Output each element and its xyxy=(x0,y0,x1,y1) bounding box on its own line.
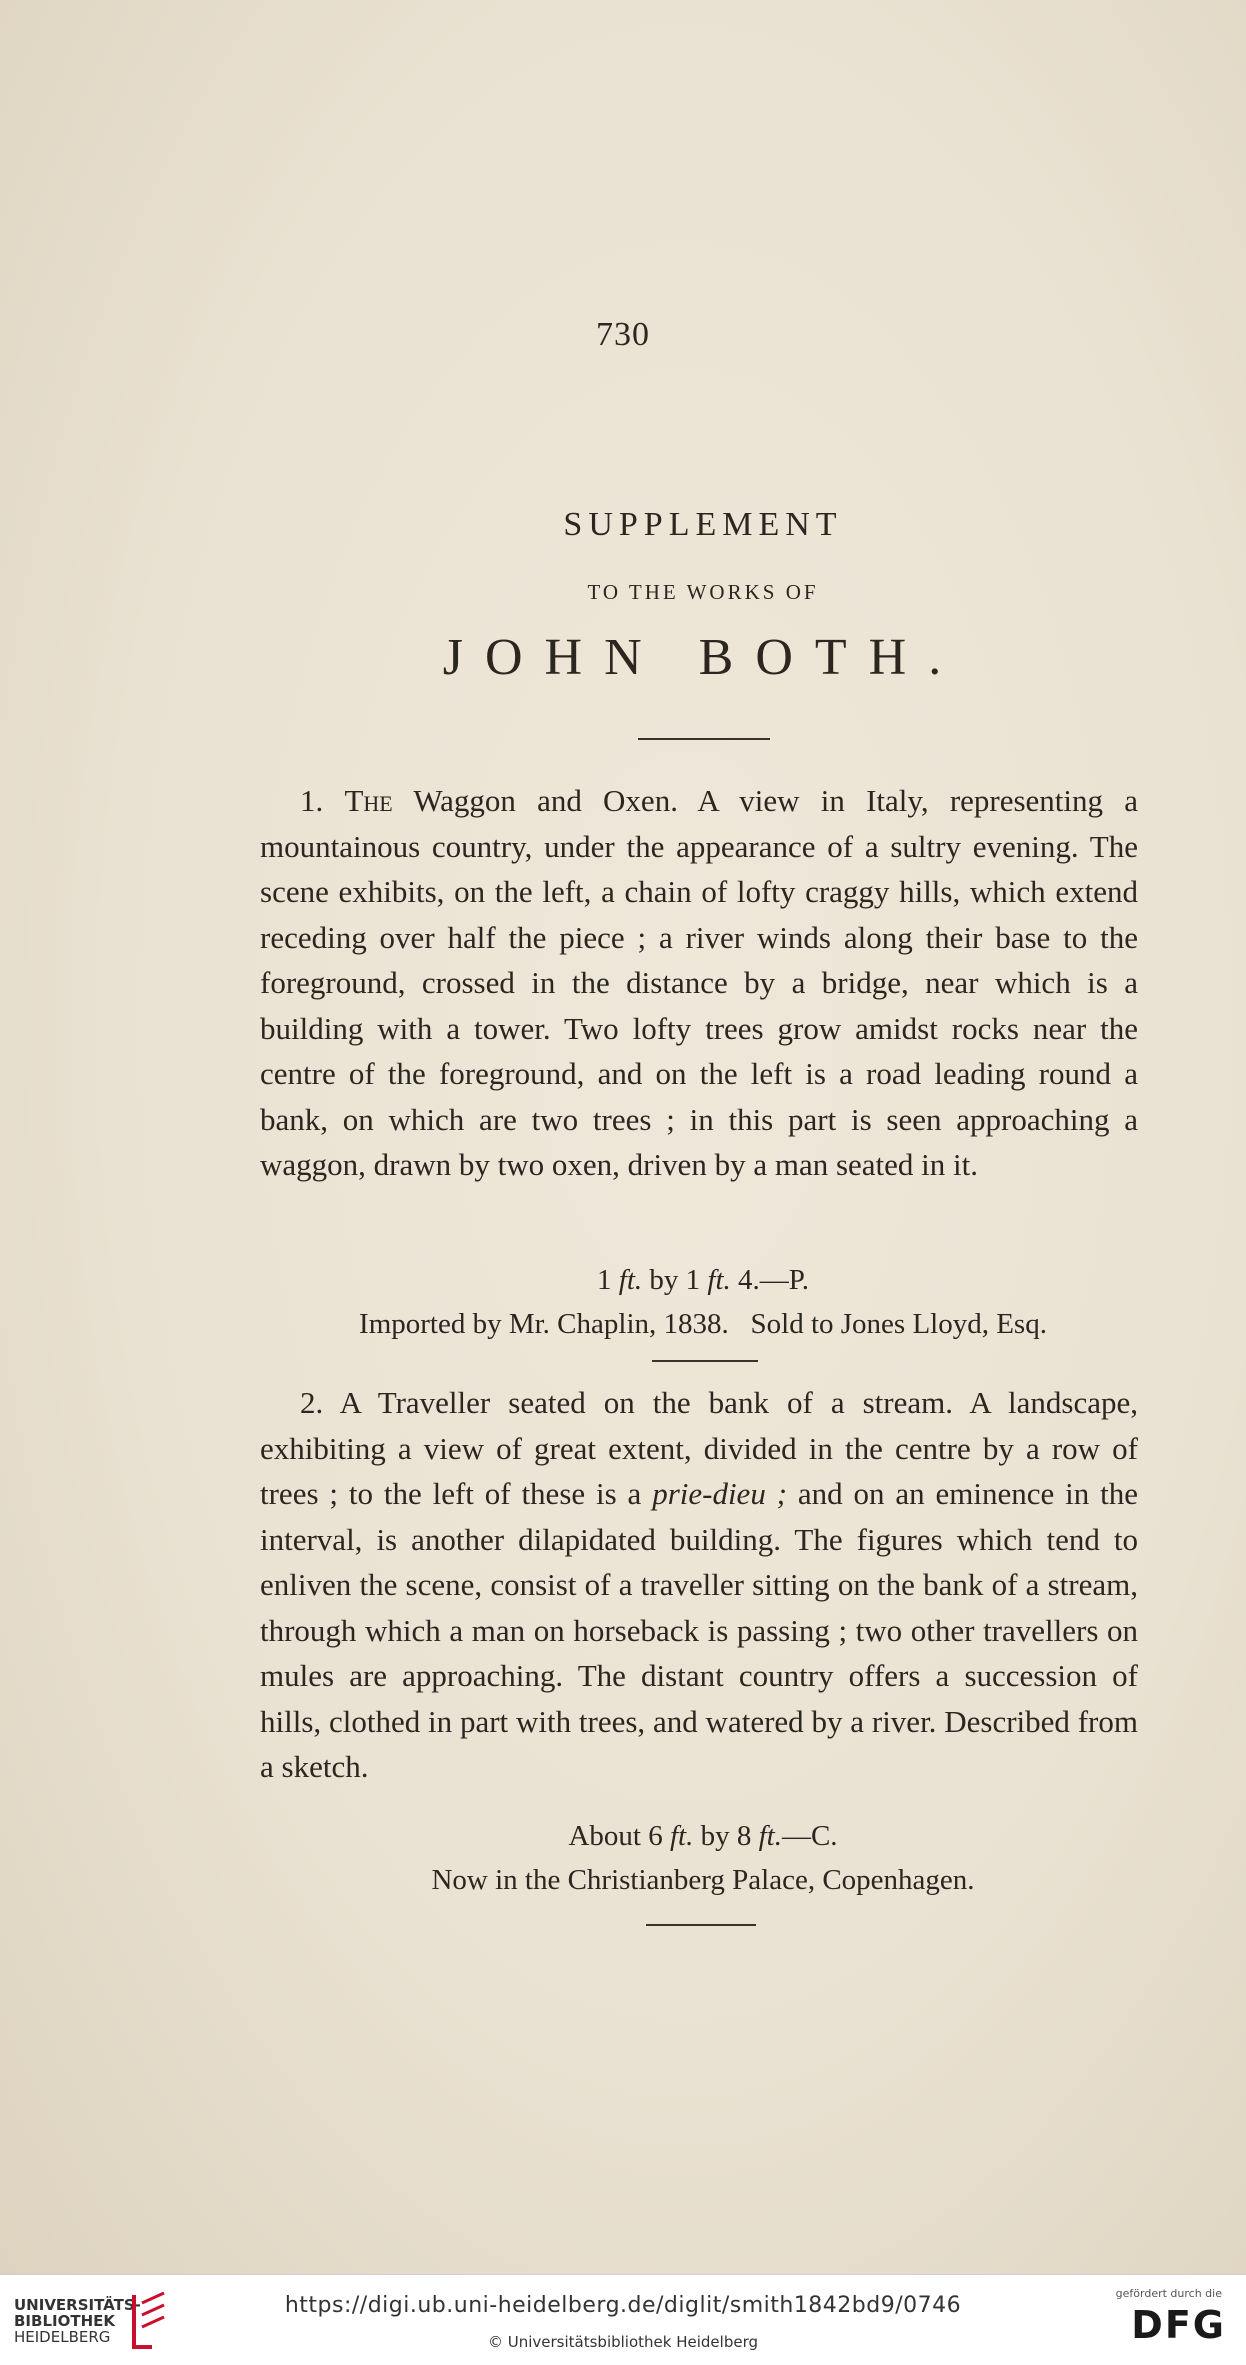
entry-2-location: Now in the Christianberg Palace, Copenhagen. xyxy=(431,1864,975,1896)
heading-supplement: SUPPLEMENT xyxy=(563,506,843,543)
entry-1-text xyxy=(260,778,1138,1188)
entry-1-title-lead: The xyxy=(344,783,393,818)
divider xyxy=(652,1360,758,1362)
heading-artist-name: JOHN BOTH. xyxy=(442,629,964,686)
footer-bar xyxy=(0,2274,1246,2365)
entry-1 xyxy=(260,778,1138,1188)
dfg-logo: DFG xyxy=(1131,2303,1226,2347)
library-logo: UNIVERSITÄTS- BIBLIOTHEK HEIDELBERG xyxy=(14,2296,141,2346)
entry-2 xyxy=(260,1380,1138,1790)
heading-to-the-works-of: TO THE WORKS OF xyxy=(587,580,819,604)
copyright-notice: © Universitätsbibliothek Heidelberg xyxy=(487,2333,758,2351)
entry-1-provenance: Imported by Mr. Chaplin, 1838. Sold to Jones Lloyd, Esq. xyxy=(359,1308,1047,1340)
entry-2-number: 2. xyxy=(300,1385,324,1420)
permalink-url[interactable]: https://digi.ub.uni-heidelberg.de/diglit/smith1842bd9/0746 xyxy=(284,2293,962,2318)
entry-1-dimensions: 1 ft. by 1 ft. 4.—P. xyxy=(597,1264,809,1296)
entry-2-italic: prie-dieu ; xyxy=(652,1476,788,1511)
funded-by-label: gefördert durch die xyxy=(1115,2287,1222,2300)
divider xyxy=(638,738,770,740)
entry-1-body: Waggon and Oxen. A view in Italy, representing a mountainous country, under the appearance of a sultry evening. The scene exhibits, on the left, a chain of lofty craggy hills, which extend receding over half the piece ; a river winds along their base to the foreground, crossed in the distance by a bridge, near which is a building with a tower. Two lofty trees grow amidst rocks near the centre of the foreground, and on the left is a road leading round a bank, on which are two trees ; in this part is seen approaching a waggon, drawn by two oxen, driven by a man seated in it. xyxy=(260,783,1138,1182)
entry-1-number: 1. xyxy=(300,783,324,818)
divider xyxy=(646,1924,756,1926)
entry-2-dimensions: About 6 ft. by 8 ft.—C. xyxy=(568,1820,838,1852)
page-number: 730 xyxy=(596,316,650,353)
entry-2-text: 2. A Traveller seated on the bank of a stream. A landscape, exhibiting a view of great extent, divided in the centre by a row of trees ; to the left of these is a prie-dieu ; and on an eminence in the interval, is another dilapidated building. The figures which tend to enliven the scene, consist of a traveller sitting on the bank of a stream, through which a man on horseback is passing ; two other travellers on mules are approaching. The distant country offers a succession of hills, clothed in part with trees, and watered by a river. Described from a sketch. xyxy=(260,1385,1138,1784)
